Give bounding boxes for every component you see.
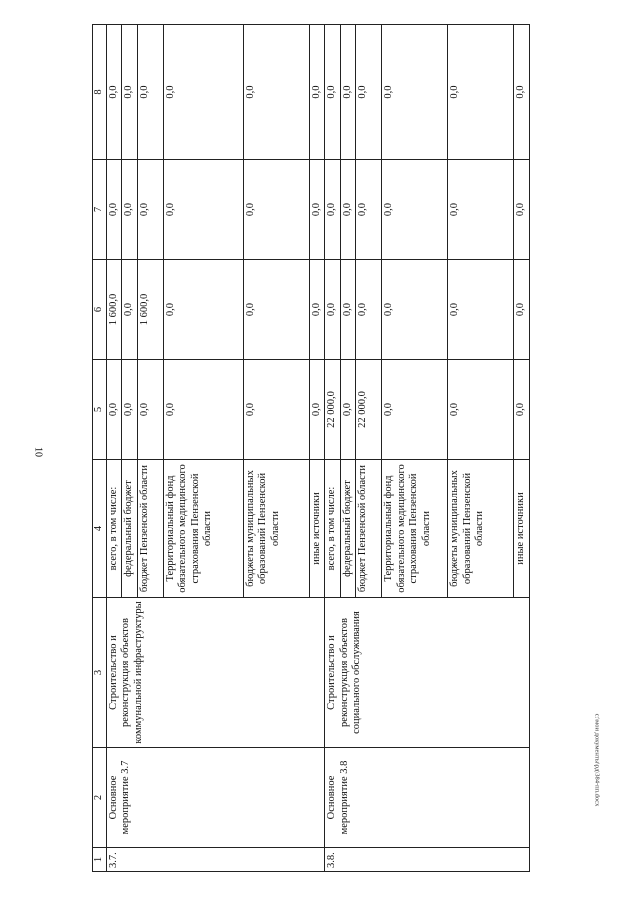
funding-source: бюджеты муниципальных образований Пензенской области — [448, 460, 514, 598]
funding-source: Территориальный фонд обязательного медицинского страхования Пензенской области — [163, 460, 243, 598]
header-cell: 6 — [93, 260, 107, 360]
header-cell: 4 — [93, 460, 107, 598]
value-col8: 0,0 — [137, 25, 163, 160]
value-col5: 0,0 — [243, 360, 309, 460]
value-col7: 0,0 — [340, 160, 356, 260]
value-col6: 0,0 — [243, 260, 309, 360]
funding-source: иные источники — [309, 460, 325, 598]
value-col5: 0,0 — [137, 360, 163, 460]
funding-source: всего, в том числе: — [106, 460, 122, 598]
funding-source: всего, в том числе: — [325, 460, 341, 598]
value-col5: 0,0 — [106, 360, 122, 460]
funding-source: иные источники — [514, 460, 530, 598]
header-cell: 5 — [93, 360, 107, 460]
value-col6: 0,0 — [122, 260, 138, 360]
table-row — [106, 25, 122, 872]
value-col5: 0,0 — [122, 360, 138, 460]
header-cell: 8 — [93, 25, 107, 160]
header-cell: 1 — [93, 848, 107, 872]
value-col8: 0,0 — [448, 25, 514, 160]
value-col8: 0,0 — [309, 25, 325, 160]
item-number: 3.8. — [325, 848, 530, 872]
value-col7: 0,0 — [122, 160, 138, 260]
funding-source: федеральный бюджет — [340, 460, 356, 598]
header-cell: 7 — [93, 160, 107, 260]
value-col7: 0,0 — [356, 160, 382, 260]
value-col7: 0,0 — [448, 160, 514, 260]
value-col5: 0,0 — [163, 360, 243, 460]
file-path-footer: c:\мои документы\рд\384-пп.docx — [593, 713, 601, 807]
value-col6: 1 600,0 — [137, 260, 163, 360]
page-number: 10 — [32, 447, 44, 457]
value-col6: 0,0 — [448, 260, 514, 360]
funding-source: бюджет Пензенской области — [137, 460, 163, 598]
value-col5: 0,0 — [340, 360, 356, 460]
funding-source: бюджеты муниципальных образований Пензенской области — [243, 460, 309, 598]
value-col7: 0,0 — [514, 160, 530, 260]
item-description: Строительство и реконструкция объектов социального обслуживания — [325, 598, 530, 748]
value-col6: 0,0 — [514, 260, 530, 360]
value-col8: 0,0 — [325, 25, 341, 160]
funding-source: федеральный бюджет — [122, 460, 138, 598]
value-col8: 0,0 — [382, 25, 448, 160]
item-description: Строительство и реконструкция объектов коммунальной инфраструктуры — [106, 598, 325, 748]
funding-source: Территориальный фонд обязательного медицинского страхования Пензенской области — [382, 460, 448, 598]
value-col5: 0,0 — [382, 360, 448, 460]
value-col5: 22 000,0 — [325, 360, 341, 460]
value-col8: 0,0 — [356, 25, 382, 160]
header-cell: 2 — [93, 748, 107, 848]
value-col6: 0,0 — [163, 260, 243, 360]
value-col5: 0,0 — [448, 360, 514, 460]
value-col5: 0,0 — [514, 360, 530, 460]
value-col6: 0,0 — [356, 260, 382, 360]
value-col7: 0,0 — [243, 160, 309, 260]
header-cell: 3 — [93, 598, 107, 748]
value-col8: 0,0 — [106, 25, 122, 160]
rotated-table-container — [92, 25, 530, 872]
value-col8: 0,0 — [122, 25, 138, 160]
value-col5: 22 000,0 — [356, 360, 382, 460]
value-col7: 0,0 — [309, 160, 325, 260]
value-col6: 1 600,0 — [106, 260, 122, 360]
value-col8: 0,0 — [243, 25, 309, 160]
value-col5: 0,0 — [309, 360, 325, 460]
funding-source: бюджет Пензенской области — [356, 460, 382, 598]
value-col6: 0,0 — [340, 260, 356, 360]
value-col7: 0,0 — [382, 160, 448, 260]
value-col7: 0,0 — [106, 160, 122, 260]
header-row — [93, 25, 107, 872]
value-col7: 0,0 — [325, 160, 341, 260]
value-col6: 0,0 — [309, 260, 325, 360]
value-col7: 0,0 — [137, 160, 163, 260]
item-name: Основное мероприятие 3.7 — [106, 748, 325, 848]
value-col8: 0,0 — [340, 25, 356, 160]
table-row — [325, 25, 341, 872]
value-col8: 0,0 — [163, 25, 243, 160]
value-col8: 0,0 — [514, 25, 530, 160]
value-col6: 0,0 — [325, 260, 341, 360]
value-col6: 0,0 — [382, 260, 448, 360]
value-col7: 0,0 — [163, 160, 243, 260]
funding-table — [92, 24, 530, 872]
item-number: 3.7. — [106, 848, 325, 872]
item-name: Основное мероприятие 3.8 — [325, 748, 530, 848]
